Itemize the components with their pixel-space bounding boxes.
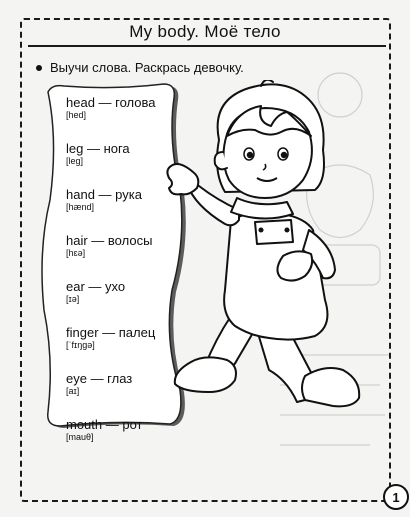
transcription: [mauθ] (66, 432, 94, 442)
word: leg — нога (66, 141, 130, 156)
transcription: [ˈfɪŋgə] (66, 340, 95, 350)
word: hair — волосы (66, 233, 153, 248)
instruction (36, 60, 244, 75)
transcription: [ɪə] (66, 294, 80, 304)
word: mouth — рот (66, 417, 143, 432)
transcription: [hɛə] (66, 248, 86, 258)
word: hand — рука (66, 187, 142, 202)
word: finger — палец (66, 325, 156, 340)
transcription: [hed] (66, 110, 87, 120)
word: ear — ухо (66, 279, 126, 294)
word: head — голова (66, 95, 156, 110)
transcription: [leg] (66, 156, 84, 166)
transcription: [hænd] (66, 202, 95, 212)
instruction-text: Выучи слова. Раскрась девочку. (50, 60, 244, 75)
page-title: My body. Моё тело (129, 22, 281, 41)
transcription: [aɪ] (66, 386, 80, 396)
girl-illustration (165, 80, 385, 440)
bullet-icon (36, 65, 42, 71)
title-divider (28, 45, 386, 47)
word: eye — глаз (66, 371, 133, 386)
page-number: 1 (383, 484, 409, 510)
